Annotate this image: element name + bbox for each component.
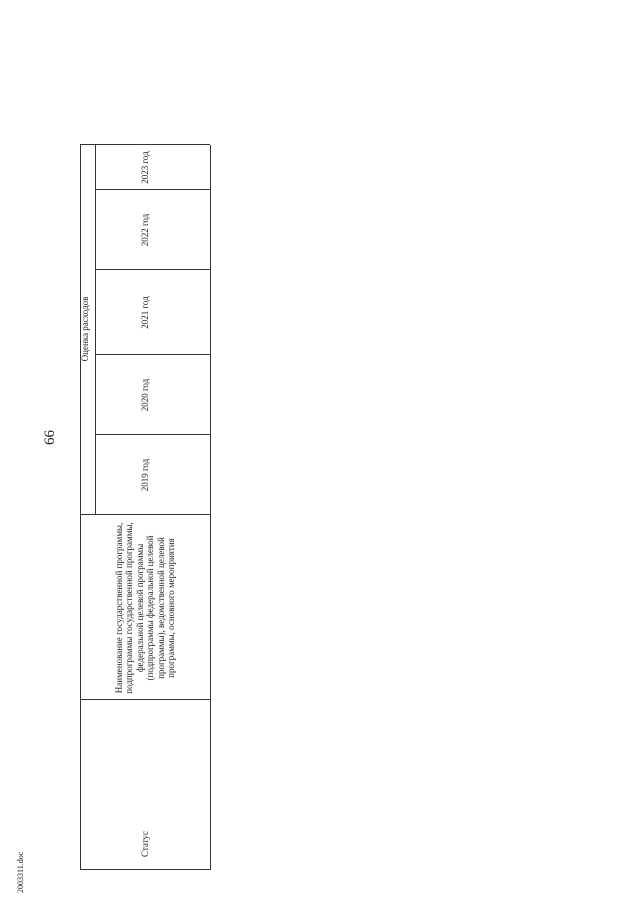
document-reference: 2003311.doc — [16, 851, 25, 893]
header-status: Статус — [139, 831, 150, 857]
header-name: Наименование государственной программы, подпрограммы государственной программы, федеральной целевой программы (подпрограммы федеральной целевой программы), ведомственной целевой программы, основного мероприятия — [113, 522, 176, 694]
col-line-6 — [95, 189, 210, 190]
header-bottom-rule — [210, 145, 211, 870]
page-number: 66 — [42, 430, 58, 445]
col-line-4 — [95, 354, 210, 355]
years-header-rule — [95, 145, 96, 515]
header-year-2019: 2019 год — [140, 458, 150, 492]
header-year-2021: 2021 год — [140, 296, 150, 329]
header-year-2020: 2020 год — [140, 378, 150, 412]
header-year-2023: 2023 год — [140, 151, 150, 184]
header-estimate: Оценка расходов — [80, 296, 90, 362]
col-line-1 — [80, 699, 210, 700]
col-line-5 — [95, 269, 210, 270]
header-year-2022: 2022 год — [140, 213, 150, 247]
col-line-3 — [95, 434, 210, 435]
